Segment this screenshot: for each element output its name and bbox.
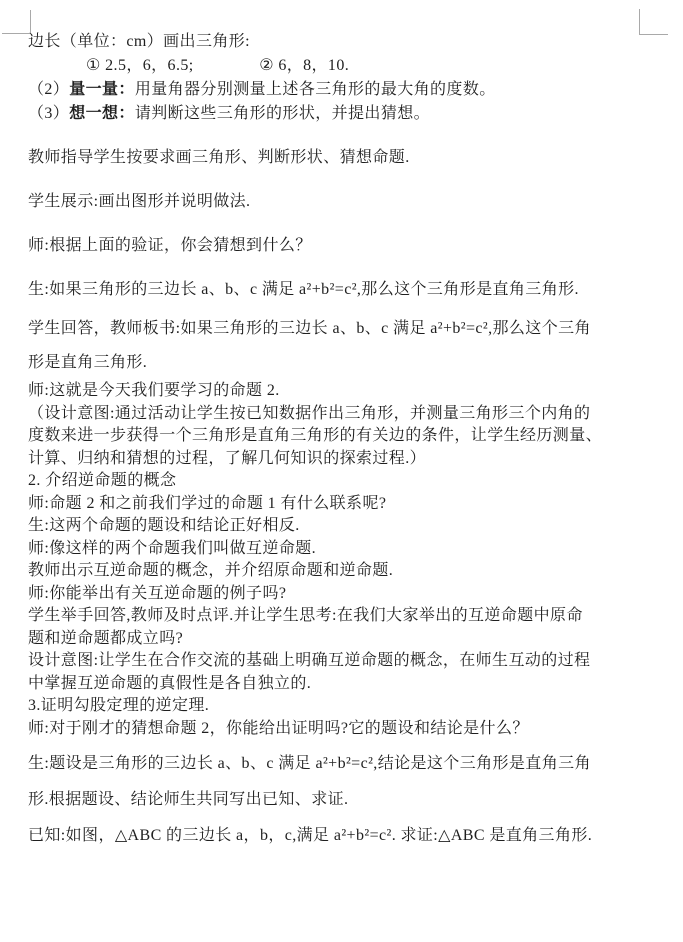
paragraph: [28, 278, 653, 302]
text-line: 师:像这样的两个命题我们叫做互逆命题.: [28, 539, 317, 557]
text-line: 教师出示互逆命题的概念，并介绍原命题和逆命题.: [28, 562, 394, 579]
text-line: 师:根据上面的验证，你会猜想到什么？: [28, 237, 312, 254]
paragraph: [28, 746, 653, 818]
text-line: 学生回答，教师板书:如果三角形的三边长 a、b、c 满足 a²+b²=c²,那么这个三角: [28, 320, 591, 337]
text-line: 学生展示:画出图形并说明做法.: [28, 193, 251, 210]
paragraph: [28, 30, 653, 126]
text-line: （设计意图:通过活动让学生按已知数据作出三角形，并测量三角形三个内角的: [28, 404, 591, 422]
text-line: 度数来进一步获得一个三角形是直角三角形的有关边的条件，让学生经历测量、: [28, 427, 603, 444]
text-segment: （2）: [28, 81, 70, 98]
paragraph: [28, 234, 653, 258]
text-line: 学生举手回答,教师及时点评.并让学生思考:在我们大家举出的互逆命题中原命: [28, 607, 583, 624]
text-line: 3.证明勾股定理的逆定理.: [28, 697, 210, 714]
text-line: 中掌握互逆命题的真假性是各自独立的.: [28, 674, 312, 692]
text-line: 题和逆命题都成立吗?: [28, 629, 184, 647]
text-line: 设计意图:让学生在合作交流的基础上明确互逆命题的概念，在师生互动的过程: [28, 652, 591, 669]
paragraph: [28, 818, 653, 854]
text-segment: 用量角器分别测量上述各三角形的最大角的度数。: [134, 81, 496, 98]
bold-text-segment: 量一量：: [69, 81, 135, 98]
text-line: 师:对于刚才的猜想命题 2，你能给出证明吗?它的题设和结论是什么？: [28, 719, 529, 737]
paragraph: [28, 380, 653, 740]
paragraph: [28, 146, 653, 170]
text-line: 计算、归纳和猜想的过程，了解几何知识的探索过程.）: [28, 449, 427, 467]
text-line: [28, 78, 653, 102]
text-segment: （3）: [28, 105, 70, 122]
bold-text-segment: 想一想：: [69, 105, 135, 122]
paragraph: [28, 312, 653, 380]
document-content: [28, 30, 653, 854]
text-line: 师:你能举出有关互逆命题的例子吗?: [28, 584, 287, 602]
text-line: 生:题设是三角形的三边长 a、b、c 满足 a²+b²=c²,结论是这个三角形是直角三角: [28, 755, 591, 772]
text-line: 教师指导学生按要求画三角形、判断形状、猜想命题.: [28, 149, 410, 166]
text-line: ① 2.5，6，6.5; ② 6，8，10.: [86, 57, 350, 74]
text-boundary-mark-top-left: [2, 10, 31, 34]
text-line: 生:如果三角形的三边长 a、b、c 满足 a²+b²=c²,那么这个三角形是直角三角形.: [28, 281, 579, 298]
text-line: 形.根据题设、结论师生共同写出已知、求证.: [28, 791, 349, 808]
text-line: 师:这就是今天我们要学习的命题 2.: [28, 382, 280, 399]
text-line: 师:命题 2 和之前我们学过的命题 1 有什么联系呢?: [28, 494, 387, 512]
text-line: 生:这两个命题的题设和结论正好相反.: [28, 517, 300, 534]
text-line: 2. 介绍逆命题的概念: [28, 472, 177, 489]
paragraph: [28, 190, 653, 214]
text-line: 已知:如图，△ABC 的三边长 a，b，c,满足 a²+b²=c². 求证:△ABC 是直角三角形.: [28, 827, 593, 844]
text-line: 边长（单位：cm）画出三角形:: [28, 33, 250, 50]
text-line: 形是直角三角形.: [28, 354, 148, 371]
text-line: [28, 102, 653, 126]
text-segment: 请判断这些三角形的形状，并提出猜想。: [134, 105, 431, 122]
